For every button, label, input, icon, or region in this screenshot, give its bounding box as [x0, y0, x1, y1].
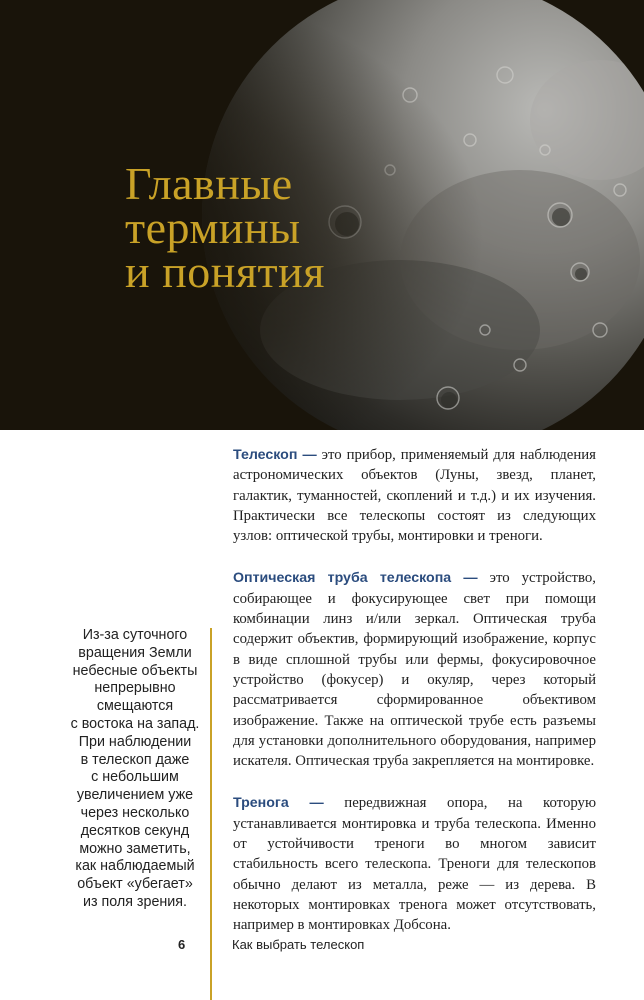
sidebar-line: Из-за суточного: [82, 627, 188, 643]
title-line: и понятия: [125, 246, 325, 297]
sidebar-line: увеличением уже: [76, 787, 194, 804]
sidebar-divider: [210, 628, 212, 1000]
sidebar-line: десятков секунд: [80, 822, 190, 839]
term-definition: это устройство, собирающее и фокусирующее свет при помощи комбинации линз и/или зеркал. Оптическая труба содержит объектив, формирующий изображение, корпус в виде сплошной трубы или фермы, фокусировочное устройство (фокусер) и окуляр, через который рассматривается сформированное объективом изображение. Также на оптической трубе есть разъемы для установки дополнительного оборудования, например искателя. Оптическая труба закрепляется на монтировке.: [233, 570, 597, 770]
page-number: 6: [178, 937, 186, 952]
sidebar-line: можно заметить,: [79, 840, 191, 857]
sidebar-line: в телескоп даже: [80, 751, 190, 768]
main-text: [233, 445, 596, 958]
term-heading: Тренога —: [233, 795, 324, 812]
sidebar-line: вращения Земли: [78, 644, 192, 661]
sidebar-line: При наблюдении: [78, 733, 192, 750]
sidebar-line: с востока на запад.: [70, 715, 200, 732]
definition-paragraph: [233, 445, 596, 546]
sidebar-line: с небольшим: [91, 769, 179, 786]
term-definition: это прибор, применяемый для наблюдения астрономических объектов (Луны, звезд, планет, галактик, туманностей, скоплений и т.д.) и их изучения. Практически все телескопы состоят из следующих узлов: оптической трубы, монтировки и треноги.: [233, 447, 596, 545]
page-title: [125, 158, 325, 297]
sidebar-note: [66, 627, 204, 912]
hero-banner: [0, 0, 644, 430]
term-heading: Оптическая труба телескопа —: [233, 570, 478, 587]
definition-paragraph: [233, 568, 596, 771]
title-line: термины: [125, 202, 301, 253]
sidebar-line: из поля зрения.: [82, 893, 187, 910]
sidebar-line: непрерывно: [94, 680, 176, 697]
sidebar-line: объект «убегает»: [77, 876, 193, 893]
sidebar-line: смещаются: [96, 698, 174, 715]
term-definition: передвижная опора, на которую устанавливается монтировка и труба телескопа. Именно от устойчивости треноги во многом зависит стабильность всего телескопа. Треноги для телескопов обычно делают из металла, реже — из дерева. В некоторых монтировках тренога может отсутствовать, например в монтировках Добсона.: [233, 795, 596, 934]
sidebar-line: небесные объекты: [72, 662, 198, 679]
sidebar-line: через несколько: [80, 804, 190, 821]
sidebar-line: как наблюдаемый: [75, 858, 195, 875]
definition-paragraph: [233, 793, 596, 935]
running-footer: Как выбрать телескоп: [232, 937, 365, 952]
term-heading: Телескоп —: [233, 447, 317, 463]
title-line: Главные: [125, 158, 293, 209]
